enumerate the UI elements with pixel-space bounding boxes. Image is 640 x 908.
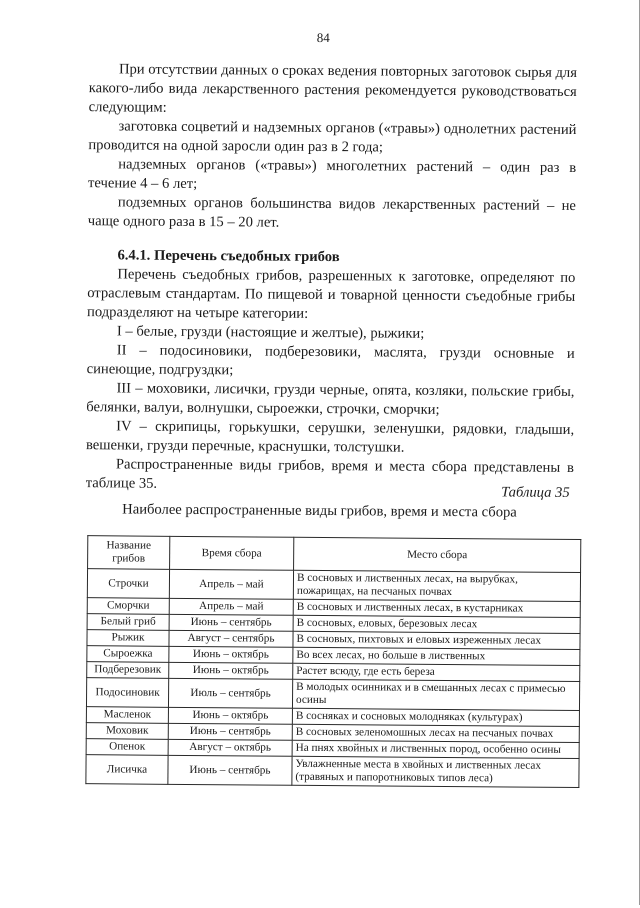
category-item: I – белые, грузди (настоящие и желтые), рыжики; — [116, 323, 425, 342]
collection-time: Апрель – май — [169, 598, 293, 615]
paragraph: Распространенные виды грибов, время и места сбора представлены в таблице 35. — [85, 456, 574, 492]
table-row — [87, 569, 580, 602]
mushroom-name: Подосиновик — [86, 678, 168, 708]
collection-time: Июль – сентябрь — [168, 678, 292, 708]
collection-time: Август – сентябрь — [169, 630, 293, 647]
category-item: III – моховики, лисички, грузди черные, опята, козляки, польские грибы, белянки, валуи, волнушки, сыроежки, строчки, сморчки; — [86, 380, 575, 418]
mushroom-name: Сморчки — [87, 598, 169, 615]
mushroom-name: Подберезовик — [87, 662, 169, 679]
header-cell: Название грибов — [88, 536, 170, 570]
body-text — [86, 60, 577, 497]
collection-time: Июнь – октябрь — [169, 646, 293, 663]
collection-time: Июнь – октябрь — [168, 707, 292, 724]
collection-place: В сосновых и лиственных лесах, в кустарниках — [293, 599, 580, 617]
collection-time: Июнь – сентябрь — [169, 614, 293, 631]
category-item: IV – скрипицы, горькушки, серушки, зеленушки, рядовки, гладыши, вешенки, грузди перечные, краснушки, толстушки. — [85, 418, 575, 456]
mushroom-name: Сыроежка — [87, 646, 169, 663]
collection-place: В сосновых, еловых, березовых лесах — [293, 615, 580, 633]
mushroom-table — [85, 535, 581, 788]
collection-place: В молодых осинниках и в смешанных лесах с примесью осины — [292, 679, 579, 710]
collection-place: В сосновых, пихтовых и еловых изреженных лесах — [293, 631, 580, 649]
collection-place: Увлажненные места в хвойных и лиственных лесах (травяных и папоротниковых типов леса) — [292, 756, 579, 787]
mushroom-name: Строчки — [87, 569, 169, 599]
collection-time: Август – октябрь — [168, 739, 292, 756]
collection-place: В сосновых зеленомошных лесах на песчаных почвах — [292, 724, 579, 742]
paragraph: подземных органов большинства видов лекарственных растений – не чаще одного раза в 15 – 20 лет. — [87, 194, 576, 231]
paragraph: Перечень съедобных грибов, разрешенных к заготовке, определяют по отраслевым стандартам. По пищевой и товарной ценности съедобные грибы подразделяют на четыре категории: — [87, 266, 576, 322]
table-number: Таблица 35 — [501, 484, 570, 501]
paragraph: надземных органов («травы») многолетних растений – один раз в течение 4 – 6 лет; — [88, 156, 577, 193]
collection-time: Июнь – сентябрь — [168, 723, 292, 740]
collection-time: Апрель – май — [169, 569, 293, 599]
mushroom-name: Опенок — [86, 739, 168, 756]
collection-place: Во всех лесах, но больше в лиственных — [293, 647, 580, 665]
table-header-row — [88, 536, 581, 573]
table-row — [86, 755, 579, 788]
header-cell: Время сбора — [170, 536, 294, 570]
mushroom-name: Масленок — [86, 707, 168, 724]
mushroom-name: Белый гриб — [87, 614, 169, 631]
page-number: 84 — [316, 29, 330, 46]
collection-time: Июнь – октябрь — [169, 662, 293, 679]
table-row — [86, 678, 579, 711]
collection-place: На пнях хвойных и лиственных пород, особенно осины — [292, 740, 579, 758]
paragraph: заготовка соцветий и надземных органов («травы») однолетних растений проводится на одной заросли один раз в 2 года; — [88, 118, 577, 156]
mushroom-name: Лисичка — [86, 755, 168, 785]
mushroom-name: Моховик — [86, 723, 168, 740]
header-cell: Место сбора — [294, 537, 581, 572]
collection-place: Растет всюду, где есть береза — [293, 663, 580, 681]
collection-time: Июнь – сентябрь — [168, 755, 292, 785]
category-item: II – подосиновики, подберезовики, маслята, грузди основные и синеющие, подгруздки; — [86, 342, 575, 379]
table-caption: Наиболее распространенные виды грибов, время и места сбора — [122, 501, 517, 521]
section-heading: 6.4.1. Перечень съедобных грибов — [117, 247, 340, 266]
collection-place: В сосняках и сосновых молодняках (культурах) — [292, 708, 579, 726]
collection-place: В сосновых и лиственных лесах, на вырубках, пожарищах, на песчаных почвах — [293, 570, 580, 601]
paragraph: При отсутствии данных о сроках ведения повторных заготовок сырья для какого-либо вида лекарственного растения рекомендуется руководствоваться следующим: — [88, 61, 578, 116]
mushroom-name: Рыжик — [87, 630, 169, 647]
